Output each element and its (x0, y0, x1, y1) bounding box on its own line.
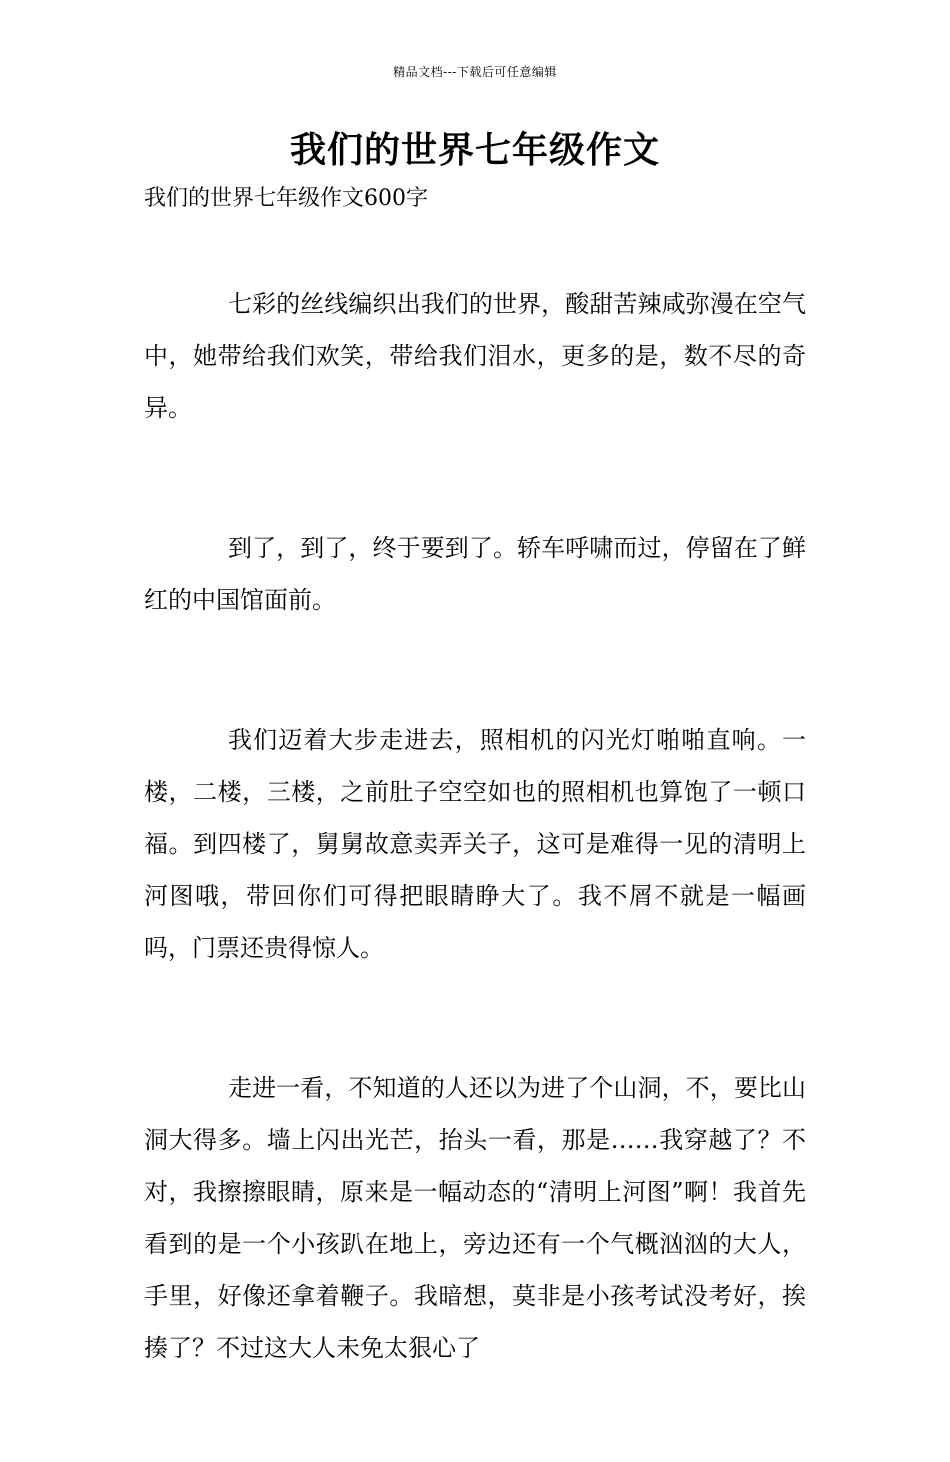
document-body (144, 278, 806, 1462)
document-subtitle: 我们的世界七年级作文600字 (144, 186, 428, 211)
paragraph: 走进一看，不知道的人还以为进了个山洞，不，要比山洞大得多。墙上闪出光芒，抬头一看，那是……我穿越了？不对，我擦擦眼睛，原来是一幅动态的“清明上河图”啊！我首先看到的是一个小孩趴在地上，旁边还有一个气概汹汹的大人，手里，好像还拿着鞭子。我暗想，莫非是小孩考试没考好，挨揍了？不过这大人未免太狠心了 (144, 1074, 806, 1362)
header-note: 精品文档---下载后可任意编辑 (393, 65, 557, 79)
paragraph: 到了，到了，终于要到了。轿车呼啸而过，停留在了鲜红的中国馆面前。 (144, 534, 806, 614)
paragraph: 七彩的丝线编织出我们的世界，酸甜苦辣咸弥漫在空气中，她带给我们欢笑，带给我们泪水，更多的是，数不尽的奇异。 (144, 290, 806, 422)
document-title: 我们的世界七年级作文 (289, 129, 660, 171)
paragraph: 我们迈着大步走进去，照相机的闪光灯啪啪直响。一楼，二楼，三楼，之前肚子空空如也的照相机也算饱了一顿口福。到四楼了，舅舅故意卖弄关子，这可是难得一见的清明上河图哦，带回你们可得把眼睛睁大了。我不屑不就是一幅画吗，门票还贵得惊人。 (144, 726, 806, 962)
